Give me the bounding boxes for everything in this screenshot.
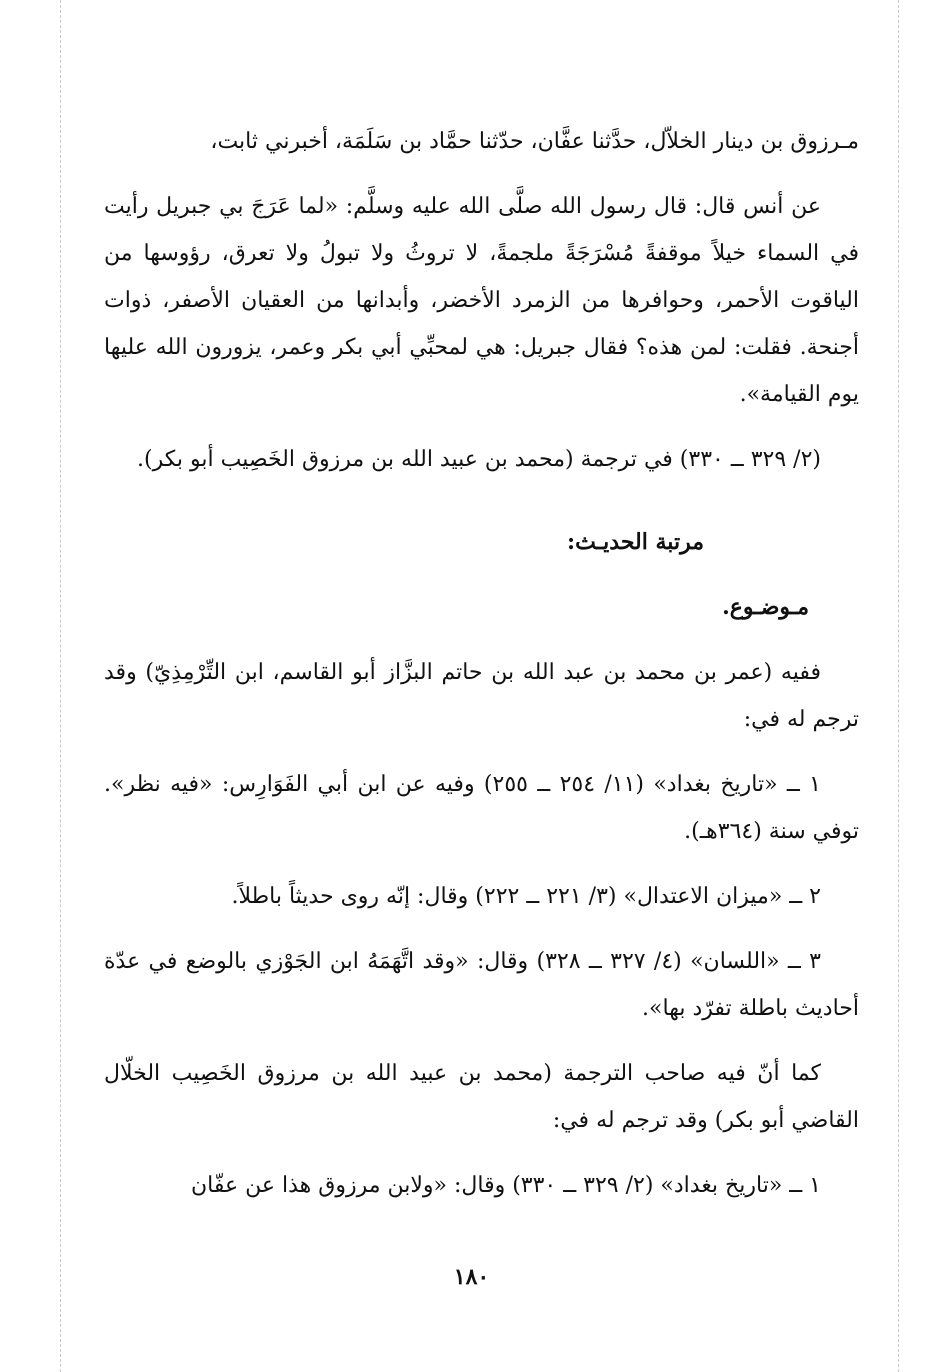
paragraph-hadith-text: عن أنس قال: قال رسول الله صلَّى الله عليه وسلَّم: «لما عَرَجَ بي جبريل رأيت في السماء خيلاً موقفةً مُسْرَجَةً ملجمةً، لا تروثُ ولا تبولُ ولا تعرق، رؤوسها من الياقوت الأحمر، وحوافرها من الزمرد الأخضر، وأبدانها من العقيان الأصفر، ذوات أجنحة. فقلت: لمن هذه؟ فقال جبريل: هي لمحبِّي أبي بكر وعمر، يزورون الله عليها يوم القيامة».: [104, 194, 859, 407]
list-item-1b: ١ ــ «تاريخ بغداد» (٢/ ٣٢٩ ــ ٣٣٠) وقال: «ولابن مرزوق هذا عن عفّان: [191, 1173, 821, 1198]
paragraph-source-reference: (٢/ ٣٢٩ ــ ٣٣٠) في ترجمة (محمد بن عبيد الله بن مرزوق الخَصِيب أبو بكر).: [137, 447, 821, 472]
list-item-3: ٣ ــ «اللسان» (٤/ ٣٢٧ ــ ٣٢٨) وقال: «وقد اتَّهَمَهُ ابن الجَوْزي بالوضع في عدّة أحاديث باطلة تفرّد بها».: [104, 949, 859, 1021]
page-number: ١٨٠: [453, 1264, 490, 1290]
margin-guide-line: [898, 0, 899, 1372]
list-item-1: ١ ــ «تاريخ بغداد» (١١/ ٢٥٤ ــ ٢٥٥) وفيه عن ابن أبي الفَوَارِس: «فيه نظر». توفي سنة (٣٦٤هـ).: [104, 772, 859, 844]
text-column: [104, 118, 859, 1209]
list-item-2: ٢ ــ «ميزان الاعتدال» (٣/ ٢٢١ ــ ٢٢٢) وقال: إنّه روى حديثاً باطلاً.: [231, 884, 821, 909]
hadith-grade-value: مـوضـوع.: [722, 594, 809, 620]
paragraph-narrator-note: ففيه (عمر بن محمد بن عبد الله بن حاتم البزَّاز أبو القاسم، ابن التِّرْمِذِيّ) وقد ترجم له في:: [104, 660, 859, 732]
paragraph-second-narrator: كما أنّ فيه صاحب الترجمة (محمد بن عبيد الله بن مرزوق الخَصِيب الخلّال القاضي أبو بكر) وقد ترجم له في:: [104, 1061, 859, 1133]
paragraph-narrator-chain: مـرزوق بن دينار الخلاّل، حدَّثنا عفَّان، حدّثنا حمَّاد بن سَلَمَة، أخبرني ثابت،: [210, 129, 859, 154]
section-heading-hadith-grade: مرتبة الحديـث:: [567, 529, 704, 555]
margin-guide-line: [60, 0, 61, 1372]
